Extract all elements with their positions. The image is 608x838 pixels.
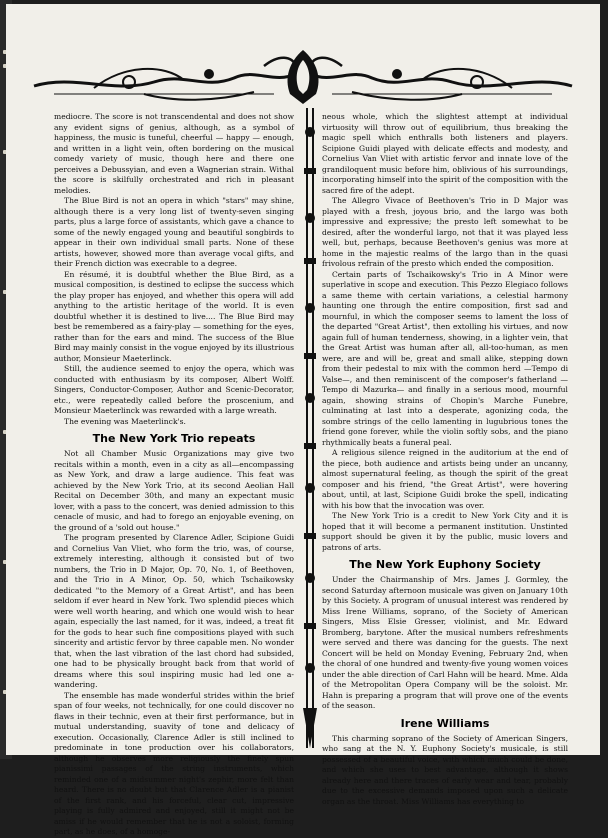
- article-paragraph: A religious silence reigned in the auditorium at the end of the piece, both audience and artists being under an uncanny, almost supernatural feeling, as though the spirit of the great composer and his friend, "the Great Artist", were hovering about, until, at last, Scipione Guidi broke the spell, indicating with his bow that the invocation was over.: [322, 448, 568, 510]
- article-paragraph: En résumé, it is doubtful whether the Blue Bird, as a musical composition, is destined to eclipse the success which the play proper has enjoyed, and whether this opera will add anything to the artistic heritage of the world. It is even doubtful whether it is destined to live.... The Blue Bird may best be remembered as a fairy-play — something for the eyes, rather than for the ears and mind. The success of the Blue Bird may mainly consist in the vogue enjoyed by its illustrious author, Monsieur Maeterlinck.: [54, 269, 294, 363]
- left-column: [54, 112, 294, 838]
- header-ornament: [34, 44, 572, 108]
- article-paragraph: The program presented by Clarence Adler, Scipione Guidi and Cornelius Van Vliet, who form the trio, was, of course, extremely interesting, although it consisted but of two numbers, the Trio in D Major, Op. 70, No. 1, of Beethoven, and the Trio in A Minor, Op. 50, which Tschaikowsky dedicated "to the Memory of a Great Artist", and has been seldom if ever heard in New York. Two splendid pieces which were well worth hearing, and which one would wish to hear again, especially the last named, for it was, indeed, a treat fit for the gods to hear such fine compositions played with such sincerity and artistic fervor by three capable men. No wonder that, when the last vibration of the last chord had subsided, one had to be physically brought back from that world of dreams where this soul inspiring music had led one a-wandering.: [54, 533, 294, 689]
- article-paragraph: Not all Chamber Music Organizations may give two recitals within a month, even in a city as all—encompassing as New York, and draw a large audience. This feat was achieved by the New York Trio, at its second Aeolian Hall Recital on December 30th, and many an expectant music lover, with a pass to the concert, was denied admission to this cenacle of music, and had to forego an enjoyable evening, on the ground of a 'sold out house.": [54, 449, 294, 532]
- article-paragraph: This charming soprano of the Society of American Singers, who sang at the N. Y. Euphony Society's musicale, is still possessed of a beautiful voice, with which much could be done, and which she uses to best advantage, although it shows already here and there traces of early wear and tear, probably due to the excessive demands imposed upon such a delicate organ as the throat. Miss Williams has everything to: [322, 733, 568, 806]
- article-paragraph: The Blue Bird is not an opera in which "stars" may shine, although there is a very long list of twenty-seven singing parts, plus a large force of assistants, which gave a chance to some of the newly engaged young and beautiful songbirds to appear in their own individual small parts. None of these artists, however, showed more than average vocal gifts, and their French diction was execrable to a degree.: [54, 196, 294, 268]
- article-paragraph: Certain parts of Tschaikowsky's Trio in A Minor were superlative in scope and execution. This Pezzo Elegiaco follows a same theme with certain variations, a celestial harmony haunting one through the entire composition, first sad and mournful, in which the composer seems to lament the loss of the departed "Great Artist", then extolling his virtues, and now again full of human tenderness, showing, in a lighter vein, that the Great Artist was human after all, all-too-human, as men were, are and will be, great and small alike, stepping down from their pedestal to mix with the common herd —Tempo di Valse—, and then reminiscent of the composer's fatherland —Tempo di Mazurka— and finally in a serious mood, mournful again, showing strains of Chopin's Marche Funebre, culminating at last into a desperate, agonizing coda, the sombre strings of the cello lamenting in lugubrious tones the friend gone forever, while the violin softly sobs, and the piano rhythmically beats a funeral peal.: [322, 269, 568, 447]
- section-heading-euphony: The New York Euphony Society: [349, 558, 541, 571]
- magazine-page: [6, 4, 600, 836]
- article-paragraph: Under the Chairmanship of Mrs. James J. Gormley, the second Saturday afternoon musicale was given on January 10th by this Society. A program of unusual interest was rendered by Miss Irene Williams, soprano, of the Society of American Singers, Miss Elsie Gresser, violinist, and Mr. Edward Bromberg, barytone. After the musical numbers refreshments were served and there was dancing for the guests. The next Concert will be held on Monday Evening, February 2nd, when the choral of one hundred and twenty-five young women voices under the able direction of Carl Hahn will be heard. Mme. Alda of the Metropolitan Opera Company will be the soloist. Mr. Hahn is preparing a program that will prove one of the events of the season.: [322, 575, 568, 710]
- article-paragraph: mediocre. The score is not transcendental and does not show any evident signs of genius, although, as a symbol of happiness, the music is tuneful, cheerful — happy — enough, and written in a light vein, often bordering on the musical comedy variety of music, though here and there one perceives a Debussyian, and even a Wagnerian strain. Withal the score is skilfully orchestrated and rich in pleasant melodies.: [54, 112, 294, 195]
- section-heading-trio: The New York Trio repeats: [92, 432, 256, 445]
- right-column: [322, 112, 568, 807]
- article-paragraph: Still, the audience seemed to enjoy the opera, which was conducted with enthusiasm by its composer, Albert Wolff. Singers, Conductor-Composer, Author and Scenic-Decorator, etc., were repeatedly called before the proscenium, and Monsieur Maeterlinck was rewarded with a large wreath.: [54, 364, 294, 415]
- article-paragraph: The Allegro Vivace of Beethoven's Trio in D Major was played with a fresh, joyous brio, and the largo was both impressive and expressive; the presto left somewhat to be desired, after the wonderful largo, not that it was played less well, but, perhaps, because Beethoven's genius was more at home in the majestic realms of the largo than in the quasi frivolous refrain of the presto which ended the composition.: [322, 196, 568, 268]
- article-paragraph: The evening was Maeterlinck's.: [64, 416, 186, 426]
- article-paragraph: The ensemble has made wonderful strides within the brief span of four weeks, not technically, for one could discover no flaws in their technic, even at their first performance, but in mutual understanding, suavity of tone and delicacy of execution. Occasionally, Clarence Adler is still inclined to predominate in tone production over his collaborators, although he observes more religiously the finely spun pianissimi passages of the string instruments, which reminded one of a midsummer night's zephir, more felt than heard. There is no doubt but that Clarence Adler is a pianist of the first rank, and his forceful, clear cut, impressive playing is fully admired and enjoyed, still it might not be amiss if he would remember that he is not a soloist, forming part, as he does, of a homoge-: [54, 690, 294, 836]
- article-paragraph: neous whole, which the slightest attempt at individual virtuosity will throw out of equilibrium, thus breaking the magic spell which enthralls both listeners and players. Scipione Guidi played with delicate effects and modesty, and Cornelius Van Vliet with artistic fervor and innate love of the grandiloquent music before him, oblivious of his surroundings, incorporating himself into the spirit of the composition with the sacred fire of the adept.: [322, 112, 568, 195]
- section-heading-williams: Irene Williams: [400, 716, 490, 730]
- column-divider-ornament: [302, 108, 318, 748]
- article-paragraph: The New York Trio is a credit to New York City and it is hoped that it will become a permanent institution. Unstinted support should be given it by the public, music lovers and patrons of arts.: [322, 511, 568, 552]
